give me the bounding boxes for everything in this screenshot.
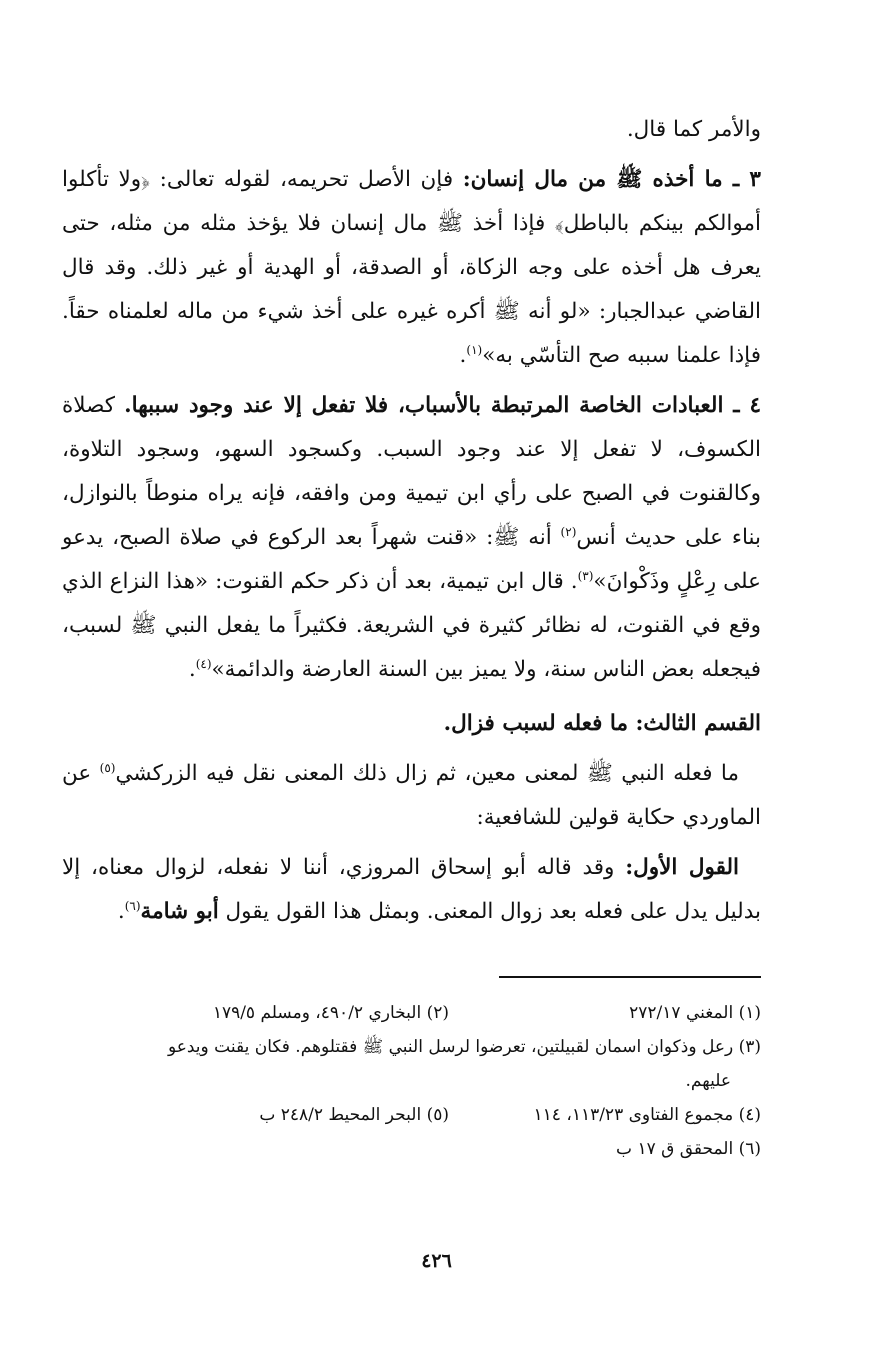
footnotes <box>62 996 761 1166</box>
paragraph-4: ما فعله النبي ﷺ لمعنى معين، ثم زال ذلك المعنى نقل فيه الزركشي$^{(٥)}$ عن الماوردي حكاية قولين للشافعية: <box>62 760 761 830</box>
footnote-ref-6: (٦) <box>124 898 141 913</box>
paragraph-1: والأمر كما قال. <box>626 117 761 142</box>
paragraph-2: ٣ ـ ما أخذه ﷺ من مال إنسان: فإن الأصل تحريمه، لقوله تعالى: ﴿ولا تأكلوا أموالكم بينكم بالباطل﴾ فإذا أخذ ﷺ مال إنسان فلا يؤخذ مثله من مثله، حتى يعرف هل أخذه على وجه الزكاة، أو الصدقة، أو الهدية أو غير ذلك. وقد قال القاضي عبدالجبار: «لو أنه ﷺ أكره غيره على أخذ شيء من ماله لعلمناه حقاً. فإذا علمنا سببه صح التأسّي به»$^{(١)}$. <box>62 167 761 368</box>
paragraph-5-lead: القول الأول: <box>625 855 739 880</box>
footnote-6: (٦) المحقق ق ١٧ ب <box>616 1139 761 1159</box>
footnote-ref-5: (٥) <box>99 760 116 775</box>
page-number: ٤٢٦ <box>421 1250 452 1272</box>
paragraph-5: القول الأول: وقد قاله أبو إسحاق المروزي، أننا لا نفعله، لزوال معناه، إلا بدليل يدل على فعله بعد زوال المعنى. وبمثل هذا القول يقول أبو شامة$^{(٦)}$. <box>62 855 761 924</box>
footnote-ref-4: (٤) <box>195 656 212 671</box>
footnote-ref-1: (١) <box>466 342 483 357</box>
footnote-ref-2: (٢) <box>560 524 577 539</box>
footnote-ref-3: (٣) <box>577 568 594 583</box>
paragraph-3: ٤ ـ العبادات الخاصة المرتبطة بالأسباب، فلا تفعل إلا عند وجود سببها. كصلاة الكسوف، لا تفعل إلا عند وجود السبب. وكسجود السهو، وسجود التلاوة، وكالقنوت في الصبح على رأي ابن تيمية ومن وافقه، فإنه يراه منوطاً بالنوازل، بناء على حديث أنس$^{(٢)}$ أنه ﷺ: «قنت شهراً بعد الركوع في صلاة الصبح، يدعو على رِعْلٍ وذَكْوانَ»$^{(٣)}$. قال ابن تيمية، بعد أن ذكر حكم القنوت: «هذا النزاع الذي وقع في القنوت، له نظائر كثيرة في الشريعة. فكثيراً ما يفعل النبي ﷺ لسبب، فيجعله بعض الناس سنة، ولا يميز بين السنة العارضة والدائمة»$^{(٤)}$. <box>62 393 762 682</box>
main-text <box>62 108 761 934</box>
footnote-1: (١) المغني ٢٧٢/١٧ <box>629 1003 761 1023</box>
footnote-4: (٤) مجموع الفتاوى ١١٣/٢٣، ١١٤ <box>533 1105 761 1125</box>
paragraph-3-lead: ٤ ـ العبادات الخاصة المرتبطة بالأسباب، فلا تفعل إلا عند وجود سببها. <box>124 393 761 418</box>
footnote-3-continued: عليهم. <box>685 1071 731 1091</box>
footnote-divider <box>499 976 761 978</box>
paragraph-2-lead: ٣ ـ ما أخذه ﷺ من مال إنسان: <box>462 167 761 192</box>
footnote-row-1 <box>62 996 761 1030</box>
footnote-3: (٣) رعل وذكوان اسمان لقبيلتين، تعرضوا لرسل النبي ﷺ فقتلوهم. فكان يقنت ويدعو <box>167 1037 761 1057</box>
footnote-2: (٢) البخاري ٤٩٠/٢، ومسلم ١٧٩/٥ <box>212 1003 449 1023</box>
section-heading: القسم الثالث: ما فعله لسبب فزال. <box>443 711 761 736</box>
footnote-row-2 <box>62 1098 761 1132</box>
footnote-5: (٥) البحر المحيط ٢٤٨/٢ ب <box>259 1105 449 1125</box>
